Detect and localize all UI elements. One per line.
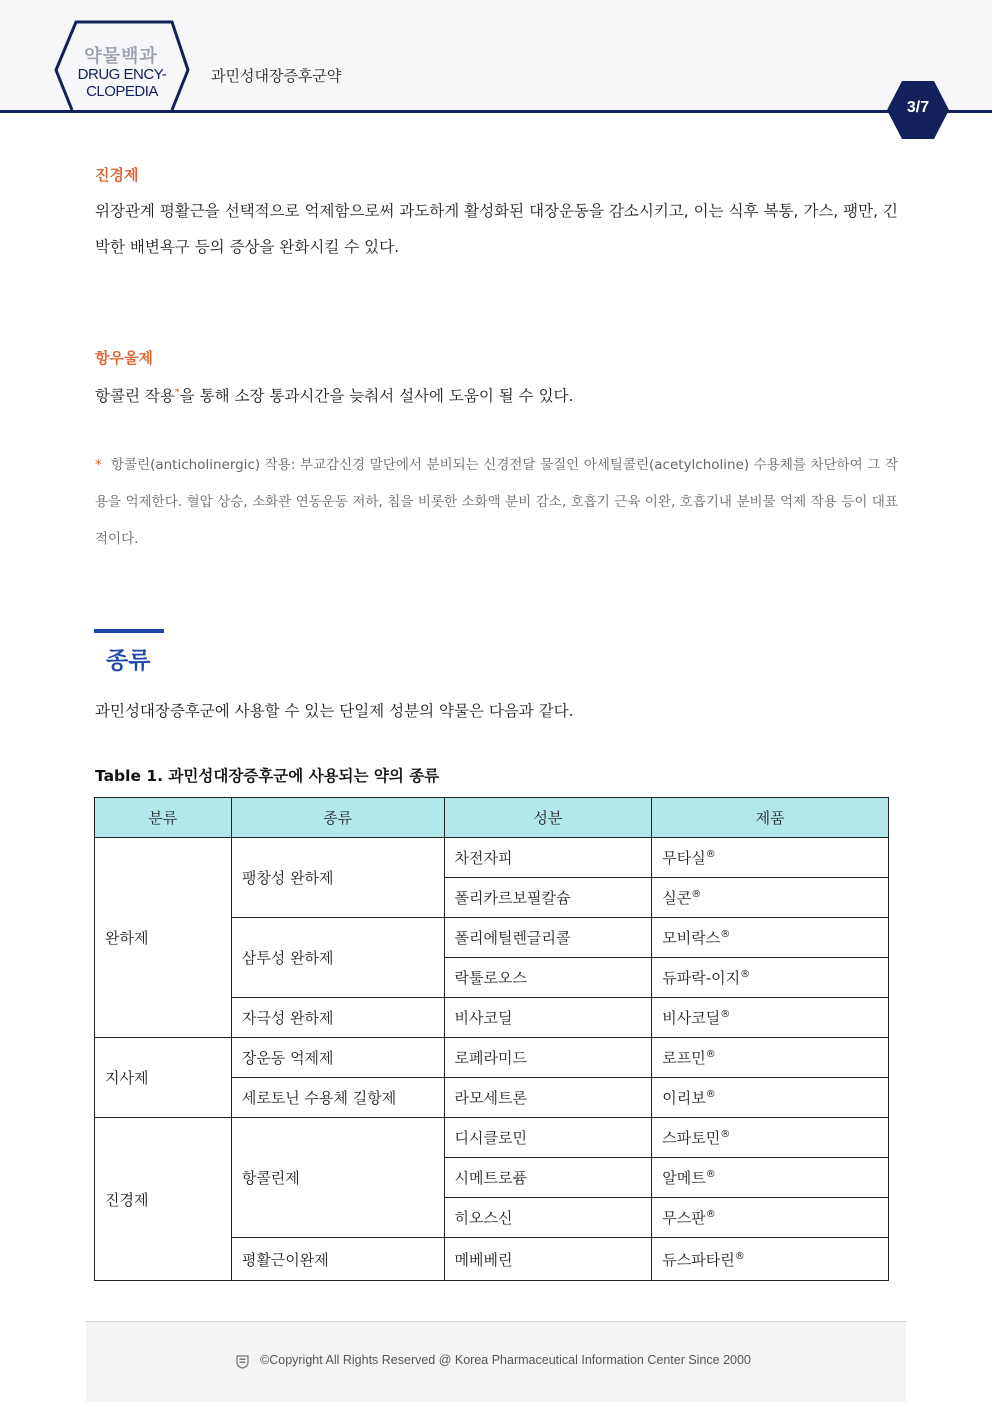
- product-name: 무타실: [662, 849, 706, 867]
- paragraph-types-intro: 과민성대장증후군에 사용할 수 있는 단일제 성분의 약물은 다음과 같다.: [95, 702, 574, 720]
- subheading-antispasmodic: 진경제: [95, 166, 139, 184]
- ingredient-cell: 히오스신: [444, 1198, 652, 1238]
- ingredient-cell: 비사코딜: [444, 998, 652, 1038]
- product-cell: [652, 958, 889, 998]
- type-cell: 팽창성 완하제: [231, 838, 444, 918]
- type-cell: 자극성 완하제: [231, 998, 444, 1038]
- table-row: [95, 1118, 889, 1158]
- ingredient-cell: 시메트로퓸: [444, 1158, 652, 1198]
- header-ingredient: 성분: [444, 798, 652, 838]
- header-type: 종류: [231, 798, 444, 838]
- product-name: 스파토민: [662, 1129, 721, 1147]
- product-cell: [652, 1238, 889, 1281]
- product-name: 알메트: [662, 1169, 706, 1187]
- product-cell: [652, 918, 889, 958]
- footnote: [95, 447, 898, 558]
- registered-mark: ®: [705, 849, 716, 860]
- product-cell: [652, 1038, 889, 1078]
- type-cell: 세로토닌 수용체 길항제: [231, 1078, 444, 1118]
- ingredient-cell: 메베베린: [444, 1238, 652, 1281]
- registered-mark: ®: [720, 929, 731, 940]
- category-cell: 진경제: [95, 1118, 232, 1281]
- type-cell: 삼투성 완하제: [231, 918, 444, 998]
- antidepressant-text-before: 항콜린 작용: [95, 387, 175, 406]
- paragraph-antidepressant: [95, 375, 898, 414]
- product-cell: [652, 998, 889, 1038]
- ingredient-cell: 락툴로오스: [444, 958, 652, 998]
- registered-mark: ®: [705, 1049, 716, 1060]
- registered-mark: ®: [734, 1250, 745, 1262]
- product-name: 듀파락-이지: [662, 969, 741, 987]
- table-row: [95, 838, 889, 878]
- type-cell: 장운동 억제제: [231, 1038, 444, 1078]
- table-header-row: [95, 798, 889, 838]
- category-cell: 완하제: [95, 838, 232, 1038]
- product-name: 듀스파타린: [662, 1250, 735, 1269]
- logo-en-line2: CLOPEDIA: [86, 83, 158, 100]
- product-cell: [652, 1198, 889, 1238]
- registered-mark: ®: [740, 969, 751, 980]
- product-name: 무스판: [662, 1209, 706, 1227]
- ingredient-cell: 라모세트론: [444, 1078, 652, 1118]
- registered-mark: ®: [705, 1089, 716, 1100]
- product-name: 모비락스: [662, 929, 721, 947]
- product-cell: [652, 878, 889, 918]
- logo-korean-text: 약물백과: [84, 46, 158, 67]
- header-product: 제품: [652, 798, 889, 838]
- ingredient-cell: 디시클로민: [444, 1118, 652, 1158]
- drug-table: [94, 797, 889, 1281]
- ingredient-cell: 폴리카르보필칼슘: [444, 878, 652, 918]
- ingredient-cell: 폴리에틸렌글리콜: [444, 918, 652, 958]
- product-name: 실콘: [662, 889, 692, 907]
- ingredient-cell: 로페라미드: [444, 1038, 652, 1078]
- logo-en-line1: DRUG ENCY-: [77, 66, 167, 83]
- registered-mark: ®: [705, 1169, 716, 1180]
- logo-english-text: [70, 66, 174, 100]
- product-cell: [652, 1118, 889, 1158]
- product-name: 비사코딜: [662, 1009, 721, 1027]
- registered-mark: ®: [720, 1129, 731, 1140]
- section-accent-bar: [94, 629, 164, 633]
- product-cell: [652, 1078, 889, 1118]
- category-cell: 지사제: [95, 1038, 232, 1118]
- footnote-text: 항콜린(anticholinergic) 작용: 부교감신경 말단에서 분비되는 신경전달 물질인 아세틸콜린(acetylcholine) 수용체를 차단하여 그 작용을 억제한다. 혈압 상승, 소화관 연동운동 저하, 침을 비롯한 소화액 분비 감소, 호흡기 근육 이완, 호흡기내 분비물 억제 작용 등이 대표적이다.: [95, 457, 898, 547]
- registered-mark: ®: [705, 1209, 716, 1220]
- footer-copyright: ©Copyright All Rights Reserved @ Korea Pharmaceutical Information Center Since 2000: [260, 1353, 751, 1367]
- section-title-types: 종류: [106, 648, 151, 674]
- footnote-star: *: [95, 457, 102, 473]
- product-cell: [652, 1158, 889, 1198]
- registered-mark: ®: [691, 889, 702, 900]
- product-name: 이리보: [662, 1089, 706, 1107]
- footnote-marker: *: [174, 387, 180, 398]
- document-title: 과민성대장증후군약: [211, 67, 342, 85]
- kpic-emblem-icon: [235, 1354, 250, 1369]
- product-cell: [652, 838, 889, 878]
- table-caption: Table 1. 과민성대장증후군에 사용되는 약의 종류: [95, 767, 440, 785]
- header-category: 분류: [95, 798, 232, 838]
- paragraph-antispasmodic: 위장관계 평활근을 선택적으로 억제함으로써 과도하게 활성화된 대장운동을 감소시키고, 이는 식후 복통, 가스, 팽만, 긴박한 배변욕구 등의 증상을 완화시킬 수 있다.: [95, 202, 898, 256]
- type-cell: 항콜린제: [231, 1118, 444, 1238]
- type-cell: 평활근이완제: [231, 1238, 444, 1281]
- product-name: 로프민: [662, 1049, 706, 1067]
- subheading-antidepressant: 항우울제: [95, 349, 153, 367]
- registered-mark: ®: [720, 1009, 731, 1020]
- ingredient-cell: 차전자피: [444, 838, 652, 878]
- antidepressant-text-after: 을 통해 소장 통과시간을 늦춰서 설사에 도움이 될 수 있다.: [179, 387, 574, 406]
- table-row: [95, 1038, 889, 1078]
- page-number: 3/7: [906, 99, 930, 116]
